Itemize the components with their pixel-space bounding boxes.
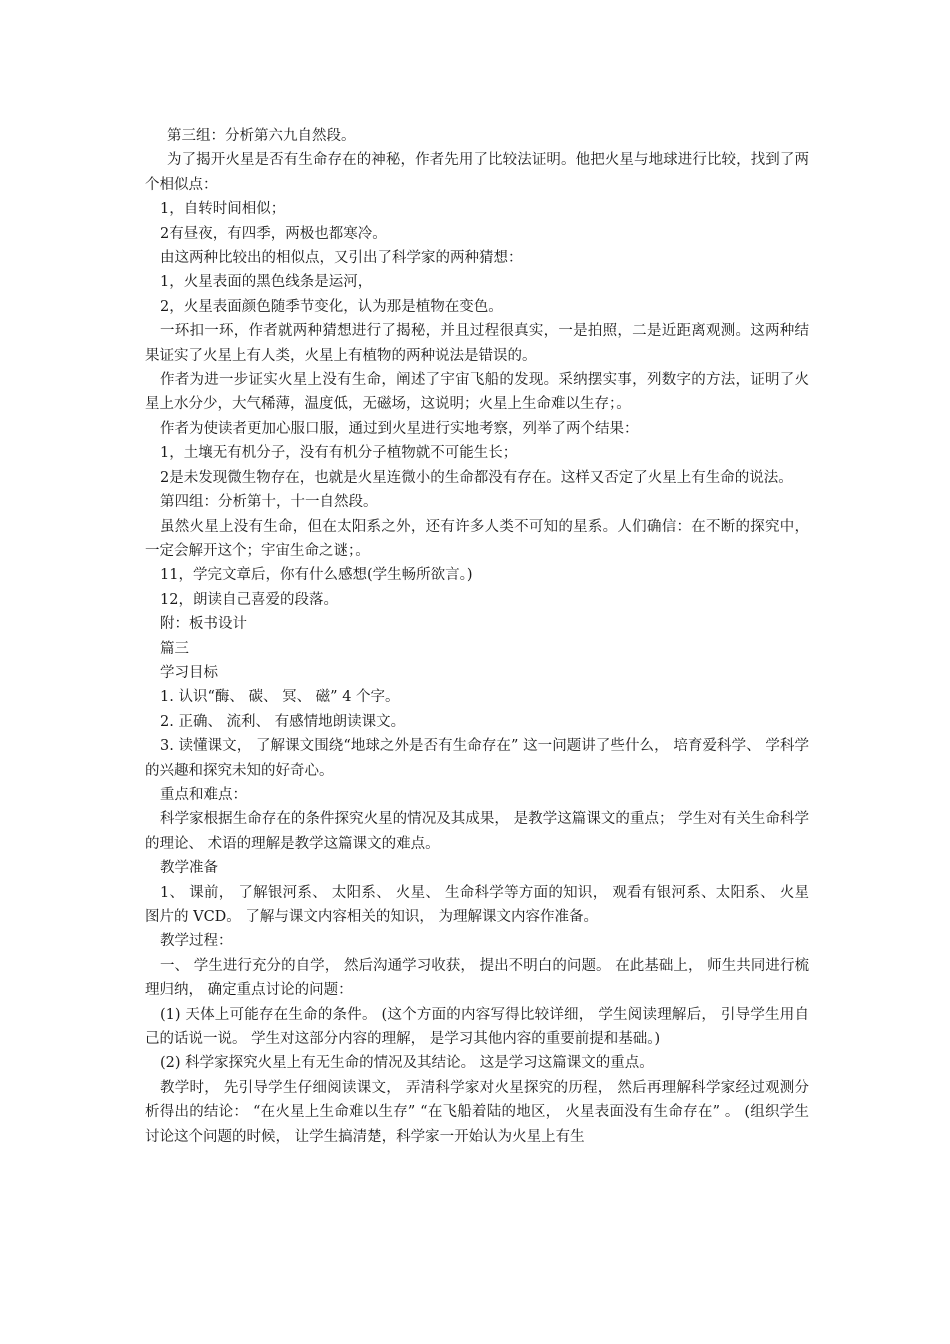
paragraph: 第四组：分析第十，十一自然段。	[160, 494, 378, 511]
paragraph: 学习目标	[160, 664, 218, 681]
paragraph: 为了揭开火星是否有生命存在的神秘，作者先用了比较法证明。他把火星与地球进行比较，找到了两个相似点：	[145, 152, 809, 193]
paragraph: 虽然火星上没有生命，但在太阳系之外，还有许多人类不可知的星系。人们确信：在不断的探究中，一定会解开这个；宇宙生命之谜；。	[145, 518, 809, 559]
paragraph: 1、 课前， 了解银河系、 太阳系、 火星、 生命科学等方面的知识， 观看有银河系、太阳系、 火星图片的 VCD。 了解与课文内容相关的知识， 为理解课文内容作准备。	[145, 884, 809, 925]
paragraph: 由这两种比较出的相似点，又引出了科学家的两种猜想：	[160, 250, 523, 267]
paragraph: 教学准备	[160, 860, 218, 877]
paragraph: 12，朗读自己喜爱的段落。	[160, 591, 338, 608]
paragraph: 教学时， 先引导学生仔细阅读课文， 弄清科学家对火星探究的历程， 然后再理解科学家经过观测分析得出的结论： “在火星上生命难以生存” “在飞船着陆的地区， 火星表面没有生命存在” 。 (组织学生讨论这个问题的时候， 让学生搞清楚，科学家一开始认为火星上有生	[145, 1079, 809, 1145]
paragraph: 11，学完文章后，你有什么感想(学生畅所欲言。)	[160, 567, 473, 584]
paragraph: 3. 读懂课文， 了解课文围绕“地球之外是否有生命存在” 这一问题讲了些什么， 培育爱科学、 学科学的兴趣和探究未知的好奇心。	[145, 738, 809, 779]
paragraph: 重点和难点：	[160, 786, 247, 803]
paragraph: 2，火星表面颜色随季节变化，认为那是植物在变色。	[160, 298, 503, 315]
paragraph: 1，自转时间相似；	[160, 201, 286, 218]
paragraph: 作者为进一步证实火星上没有生命，阐述了宇宙飞船的发现。采纳摆实事，列数字的方法，证明了火星上水分少，大气稀薄，温度低，无磁场，这说明；火星上生命难以生存；。	[145, 372, 809, 413]
document-body	[145, 124, 809, 1149]
paragraph: (2) 科学家探究火星上有无生命的情况及其结论。 这是学习这篇课文的重点。	[160, 1055, 654, 1072]
paragraph: 1. 认识“酶、 碳、 冥、 磁” 4 个字。	[160, 689, 400, 706]
paragraph: 作者为使读者更加心服口服，通过到火星进行实地考察，列举了两个结果：	[160, 420, 639, 437]
paragraph: (1) 天体上可能存在生命的条件。 (这个方面的内容写得比较详细， 学生阅读理解后， 引导学生用自己的话说一说。 学生对这部分内容的理解， 是学习其他内容的重要前提和基础。)	[145, 1006, 809, 1048]
paragraph: 附：板书设计	[160, 616, 247, 633]
paragraph: 1，土壤无有机分子，没有有机分子植物就不可能生长；	[160, 445, 518, 462]
paragraph: 2有昼夜，有四季，两极也都寒冷。	[160, 225, 387, 242]
paragraph: 2是未发现微生物存在，也就是火星连微小的生命都没有存在。这样又否定了火星上有生命的说法。	[160, 469, 793, 486]
paragraph: 一环扣一环，作者就两种猜想进行了揭秘，并且过程很真实，一是拍照，二是近距离观测。这两种结果证实了火星上有人类，火星上有植物的两种说法是错误的。	[145, 323, 809, 364]
paragraph: 科学家根据生命存在的条件探究火星的情况及其成果， 是教学这篇课文的重点； 学生对有关生命科学的理论、 术语的理解是教学这篇课文的难点。	[145, 811, 809, 852]
paragraph: 2. 正确、 流利、 有感情地朗读课文。	[160, 713, 406, 730]
paragraph: 教学过程：	[160, 933, 233, 950]
paragraph: 1，火星表面的黑色线条是运河，	[160, 274, 373, 291]
paragraph: 第三组：分析第六九自然段。	[167, 128, 356, 144]
paragraph: 篇三	[160, 640, 189, 657]
paragraph: 一、 学生进行充分的自学， 然后沟通学习收获， 提出不明白的问题。 在此基础上， 师生共同进行梳理归纳， 确定重点讨论的问题：	[145, 957, 809, 999]
